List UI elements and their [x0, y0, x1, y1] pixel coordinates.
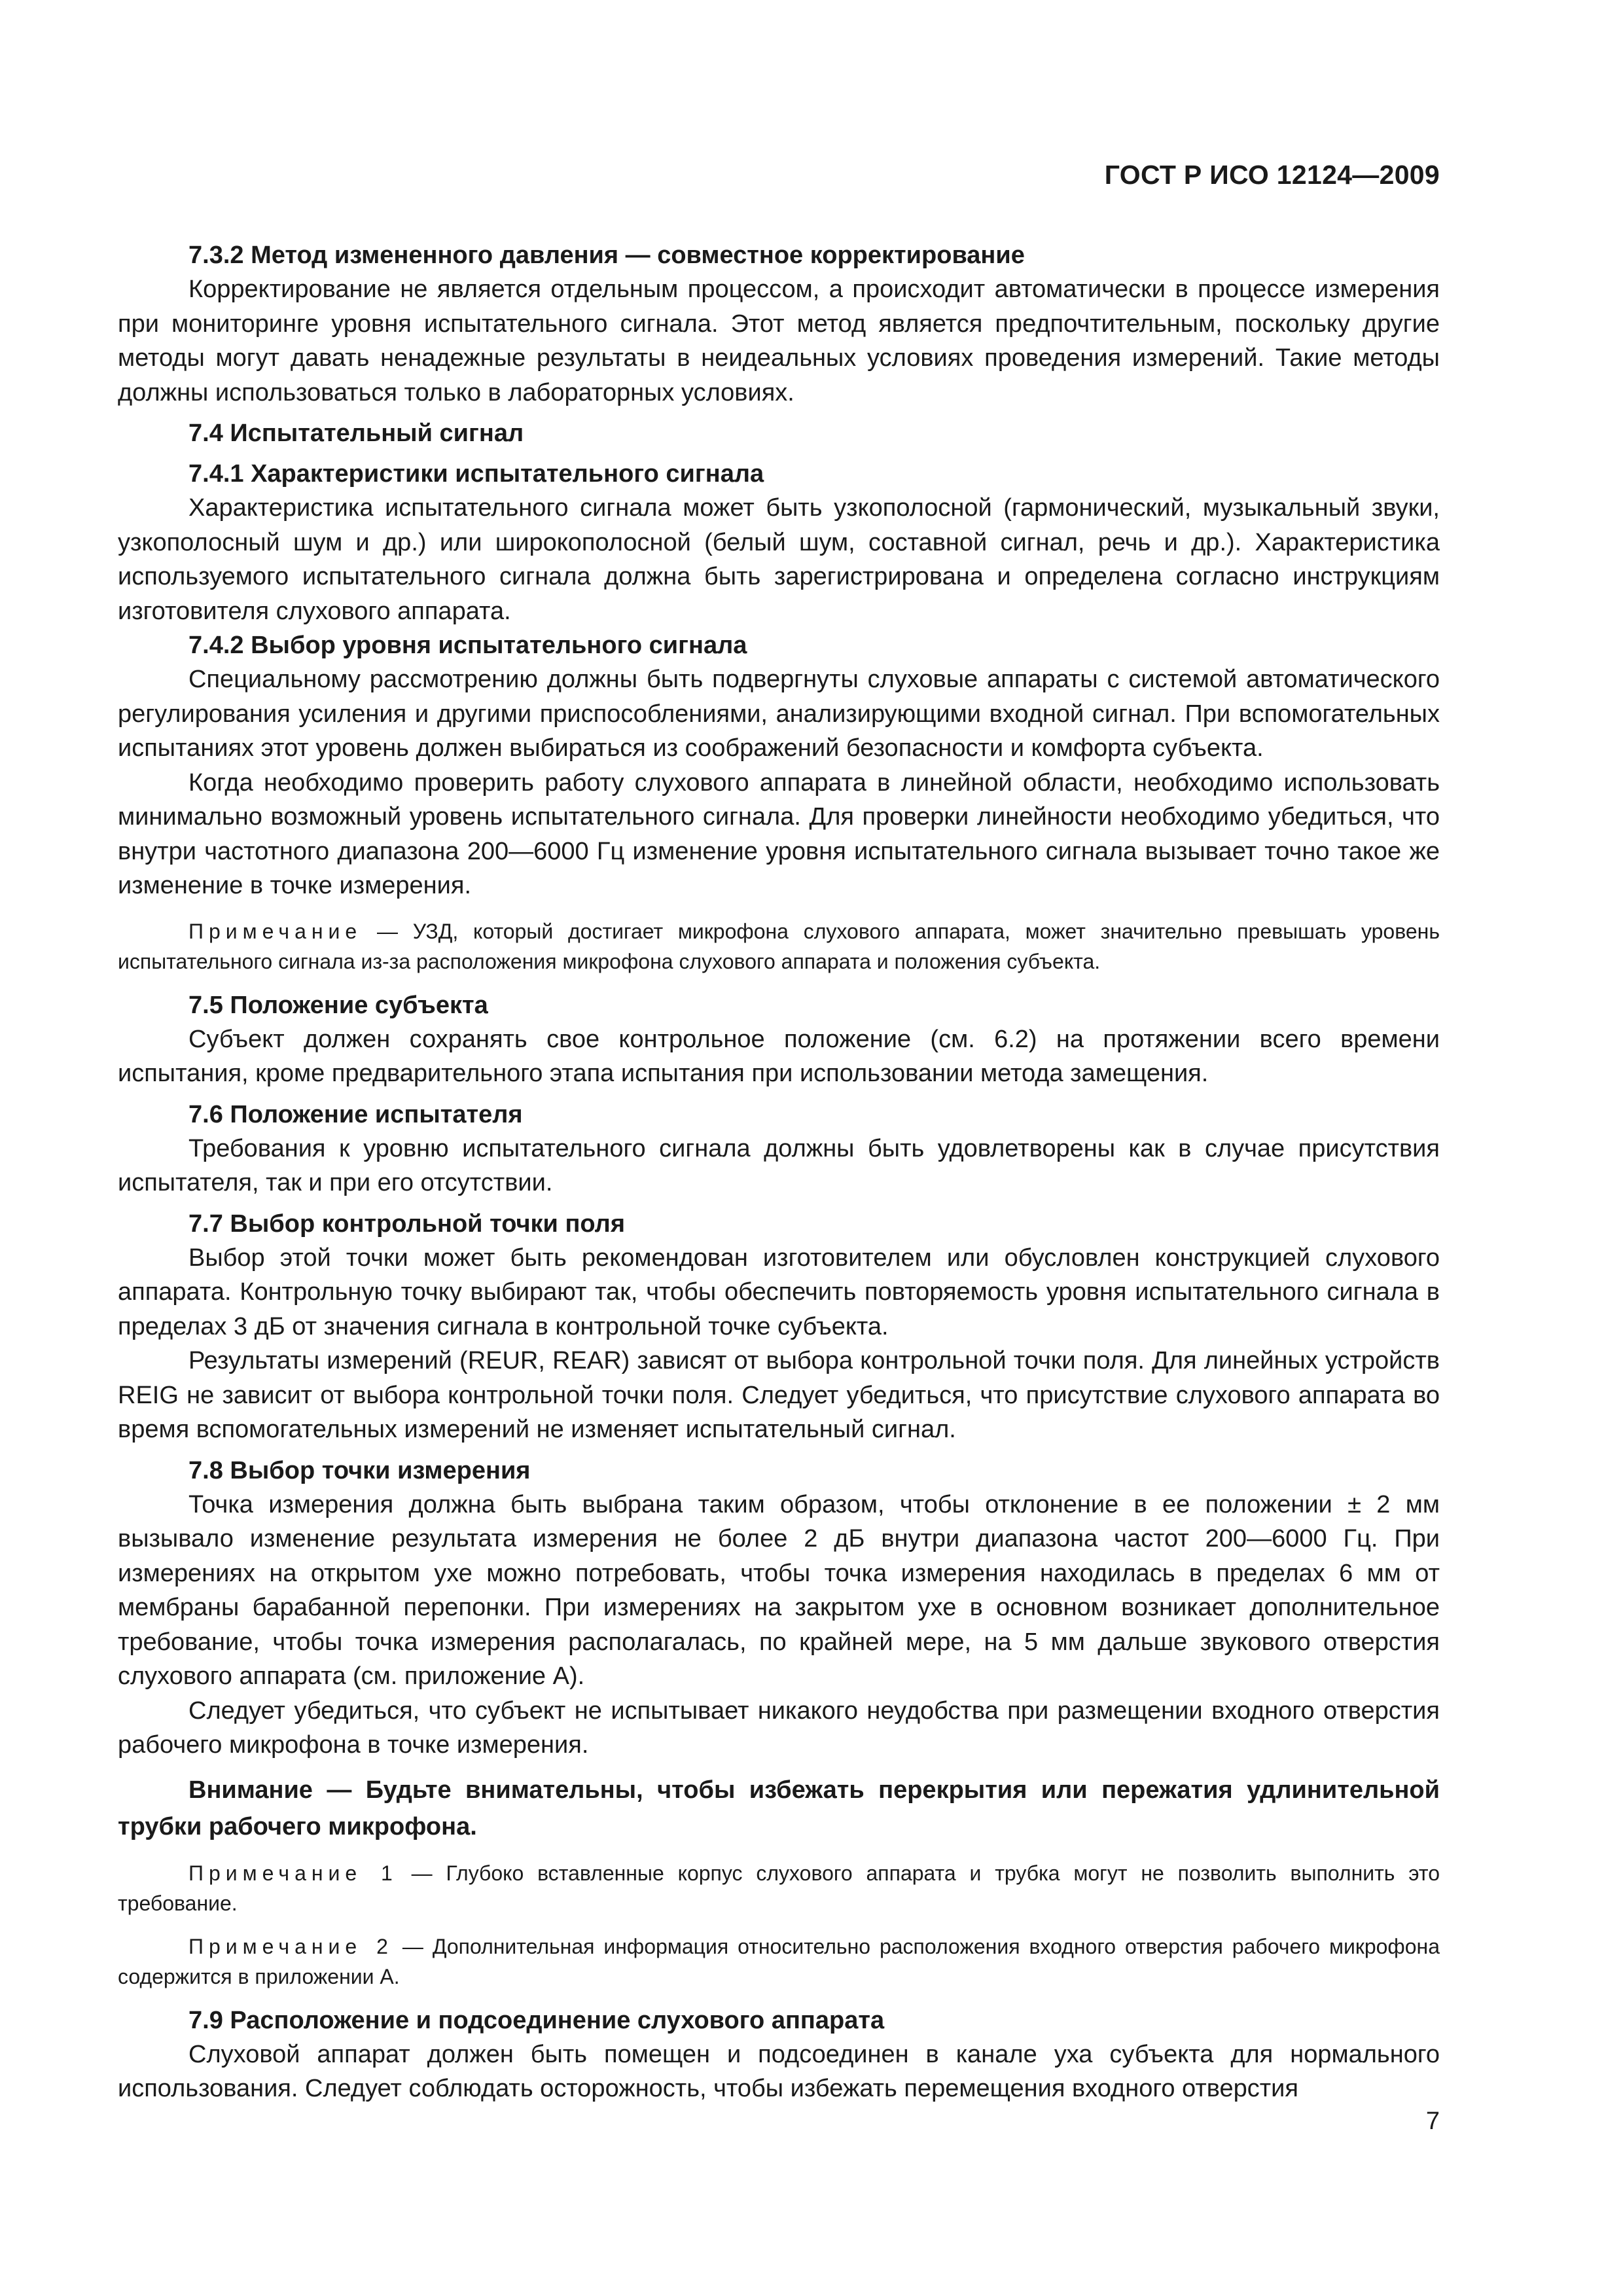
paragraph: Следует убедиться, что субъект не испытывает никакого неудобства при размещении входного отверстия рабочего микрофона в точке измерения. [118, 1696, 1440, 1759]
note-label: Примечание 2 [188, 1934, 393, 1958]
paragraph: Специальному рассмотрению должны быть подвергнуты слуховые аппараты с системой автоматического регулирования усиления и другими приспособлениями, анализирующими входной сигнал. При вспомогательных испытаниях этот уровень должен выбираться из соображений безопасности и комфорта субъекта. [118, 666, 1440, 762]
paragraph: Характеристика испытательного сигнала может быть узкополосной (гармонический, музыкальный звуки, узкополосный шум и др.) или широкополосной (белый шум, составной сигнал, речь и др.). Характеристика используемого испытательного сигнала должна быть зарегистрирована и определена согласно инструкциям изготовителя слухового аппарата. [118, 494, 1440, 625]
heading-7-4-2: 7.4.2 Выбор уровня испытательного сигнала [188, 632, 747, 659]
note-text: — Дополнительная информация относительно расположения входного отверстия рабочего микрофона содержится в приложении А. [118, 1934, 1440, 1988]
paragraph: Когда необходимо проверить работу слухового аппарата в линейной области, необходимо использовать минимально возможный уровень испытательного сигнала. Для проверки линейности необходимо убедиться, что внутри частотного диапазона 200—6000 Гц изменение уровня испытательного сигнала вызывает точно такое же изменение в точке измерения. [118, 768, 1440, 899]
note-1 [118, 1858, 1440, 1918]
paragraph: Результаты измерений (REUR, REAR) зависят от выбора контрольной точки поля. Для линейных устройств REIG не зависит от выбора контрольной точки поля. Следует убедиться, что присутствие слухового аппарата во время вспомогательных измерений не изменяет испытательный сигнал. [118, 1347, 1440, 1443]
page-number: 7 [1425, 2108, 1440, 2135]
heading-7-9: 7.9 Расположение и подсоединение слухового аппарата [188, 2006, 885, 2034]
paragraph: Выбор этой точки может быть рекомендован изготовителем или обусловлен конструкцией слухового аппарата. Контрольную точку выбирают так, чтобы обеспечить повторяемость уровня испытательного сигнала в пределах 3 дБ от значения сигнала в контрольной точке субъекта. [118, 1244, 1440, 1340]
note-label: Примечание 1 [188, 1861, 398, 1885]
heading-7-3-2: 7.3.2 Метод измененного давления — совместное корректирование [188, 242, 1025, 269]
note-2 [118, 1931, 1440, 1992]
standard-header: ГОСТ Р ИСО 12124—2009 [1104, 160, 1440, 190]
warning: Внимание — Будьте внимательны, чтобы избежать перекрытия или пережатия удлинительной трубки рабочего микрофона. [118, 1776, 1440, 1840]
paragraph: Требования к уровню испытательного сигнала должны быть удовлетворены как в случае присутствия испытателя, так и при его отсутствии. [118, 1134, 1440, 1196]
heading-7-6: 7.6 Положение испытателя [188, 1100, 523, 1128]
paragraph: Слуховой аппарат должен быть помещен и подсоединен в канале уха субъекта для нормального использования. Следует соблюдать осторожность, чтобы избежать перемещения входного отверстия [118, 2040, 1440, 2102]
page-content [118, 238, 1440, 2106]
document-page [118, 0, 1440, 2296]
heading-7-7: 7.7 Выбор контрольной точки поля [188, 1210, 625, 1238]
paragraph: Субъект должен сохранять свое контрольное положение (см. 6.2) на протяжении всего времени испытания, кроме предварительного этапа испытания при использовании метода замещения. [118, 1025, 1440, 1087]
note-label: Примечание [188, 919, 363, 943]
heading-7-5: 7.5 Положение субъекта [188, 991, 488, 1019]
paragraph: Корректирование не является отдельным процессом, а происходит автоматически в процессе измерения при мониторинге уровня испытательного сигнала. Этот метод является предпочтительным, поскольку другие методы могут давать ненадежные результаты в неидеальных условиях проведения измерений. Такие методы должны использоваться только в лабораторных условиях. [118, 276, 1440, 406]
note [118, 916, 1440, 977]
note-text: — УЗД, который достигает микрофона слухового аппарата, может значительно превышать уровень испытательного сигнала из-за расположения микрофона слухового аппарата и положения субъекта. [118, 919, 1440, 973]
heading-7-8: 7.8 Выбор точки измерения [188, 1456, 531, 1484]
heading-7-4: 7.4 Испытательный сигнал [188, 420, 524, 447]
heading-7-4-1: 7.4.1 Характеристики испытательного сигнала [188, 460, 764, 488]
note-text: — Глубоко вставленные корпус слухового аппарата и трубка могут не позволить выполнить это требование. [118, 1861, 1440, 1915]
paragraph: Точка измерения должна быть выбрана таким образом, чтобы отклонение в ее положении ± 2 мм вызывало изменение результата измерения не более 2 дБ внутри диапазона частот 200—6000 Гц. При измерениях на открытом ухе можно потребовать, чтобы точка измерения находилась в пределах 6 мм от мембраны барабанной перепонки. При измерениях на закрытом ухе в основном возникает дополнительное требование, чтобы точка измерения располагалась, по крайней мере, на 5 мм дальше звукового отверстия слухового аппарата (см. приложение А). [118, 1490, 1440, 1690]
